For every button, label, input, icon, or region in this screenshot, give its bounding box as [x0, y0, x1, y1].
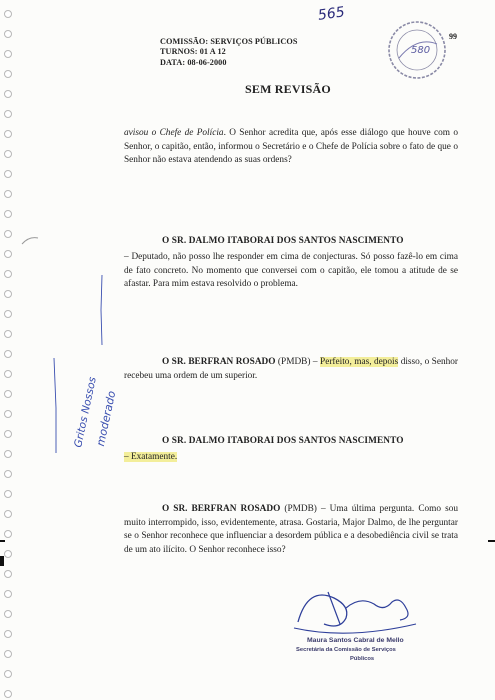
paragraph-text: disso, o Senhor recebeu uma ordem de um superior. — [124, 357, 459, 381]
italic-lead: avisou o Chefe de Polícia — [124, 128, 224, 138]
speaker-berfran-1: O SR. BERFRAN ROSADO — [162, 357, 276, 367]
paragraph-text: – Uma última pergunta. — [316, 504, 415, 514]
svg-text:580: 580 — [411, 45, 431, 56]
paragraph-question-2 — [124, 356, 458, 383]
paragraph-text: Como sou muito interrompido, isso, evidentemente, atrasa. Gostaria, Major Dalmo, de lhe perguntar se o Senhor reconhece que influenciar a desordem pública e a desobediência civil se trata de um ato ilícito. O Senhor reconhece isso? — [124, 504, 459, 555]
handwritten-page-number: 565 — [317, 4, 346, 24]
signature-drawing — [288, 578, 438, 640]
svg-text:moderado: moderado — [93, 389, 119, 448]
binder-holes — [4, 0, 16, 700]
scan-edge-mark — [0, 556, 4, 566]
party-label: (PMDB) — [280, 504, 317, 514]
paragraph-answer-1: – Deputado, não posso lhe responder em cima de conjecturas. Só posso fazê-lo em cima de fato concreto. No momento que conversei com o capitão, ele tomou a atitude de se afastar. Para mim estava resolvido o problema. — [124, 252, 458, 290]
signature-role: Secretária da Comissão de Serviços — [296, 647, 396, 653]
signature-name: Maura Santos Cabral de Mello — [307, 637, 404, 644]
speaker-dalmo-1: O SR. DALMO ITABORAI DOS SANTOS NASCIMENTO — [162, 236, 404, 246]
speaker-dalmo-2: O SR. DALMO ITABORAI DOS SANTOS NASCIMENTO — [162, 436, 404, 446]
header-commission: COMISSÃO: SERVIÇOS PÚBLICOS — [160, 37, 298, 46]
highlighted-text: – Exatamente. — [124, 452, 178, 462]
margin-tick-mark — [20, 234, 42, 248]
svg-text:Gritos Nossos: Gritos Nossos — [72, 375, 99, 449]
header-turns: TURNOS: 01 A 12 — [160, 47, 226, 57]
header-date: DATA: 08-06-2000 — [160, 57, 227, 67]
handwritten-margin-note — [53, 338, 123, 458]
highlighted-text: Perfeito, mas, depois — [320, 357, 399, 367]
paragraph-text: . O Senhor acredita que, após esse diálogo que houve com o Senhor, o capitão, então, informou o Secretário e o Chefe de Polícia sobre o fato de que o Senhor não estava atendendo as suas ordens? — [124, 128, 459, 166]
document-header — [160, 37, 298, 68]
paragraph-question-3 — [124, 503, 458, 557]
page-title: SEM REVISÃO — [245, 82, 331, 96]
seal-stamp-icon — [385, 18, 449, 82]
paragraph-answer-2 — [124, 451, 458, 465]
page-number: 99 — [449, 32, 457, 41]
scan-edge-mark — [0, 540, 5, 542]
handwritten-margin-line — [98, 275, 106, 345]
paragraph-question-1 — [124, 127, 458, 168]
scan-edge-mark — [488, 540, 495, 542]
party-label: (PMDB) — [275, 357, 311, 367]
dash: – — [310, 357, 321, 367]
signature-department: Públicos — [350, 656, 375, 662]
speaker-berfran-2: O SR. BERFRAN ROSADO — [162, 504, 281, 514]
